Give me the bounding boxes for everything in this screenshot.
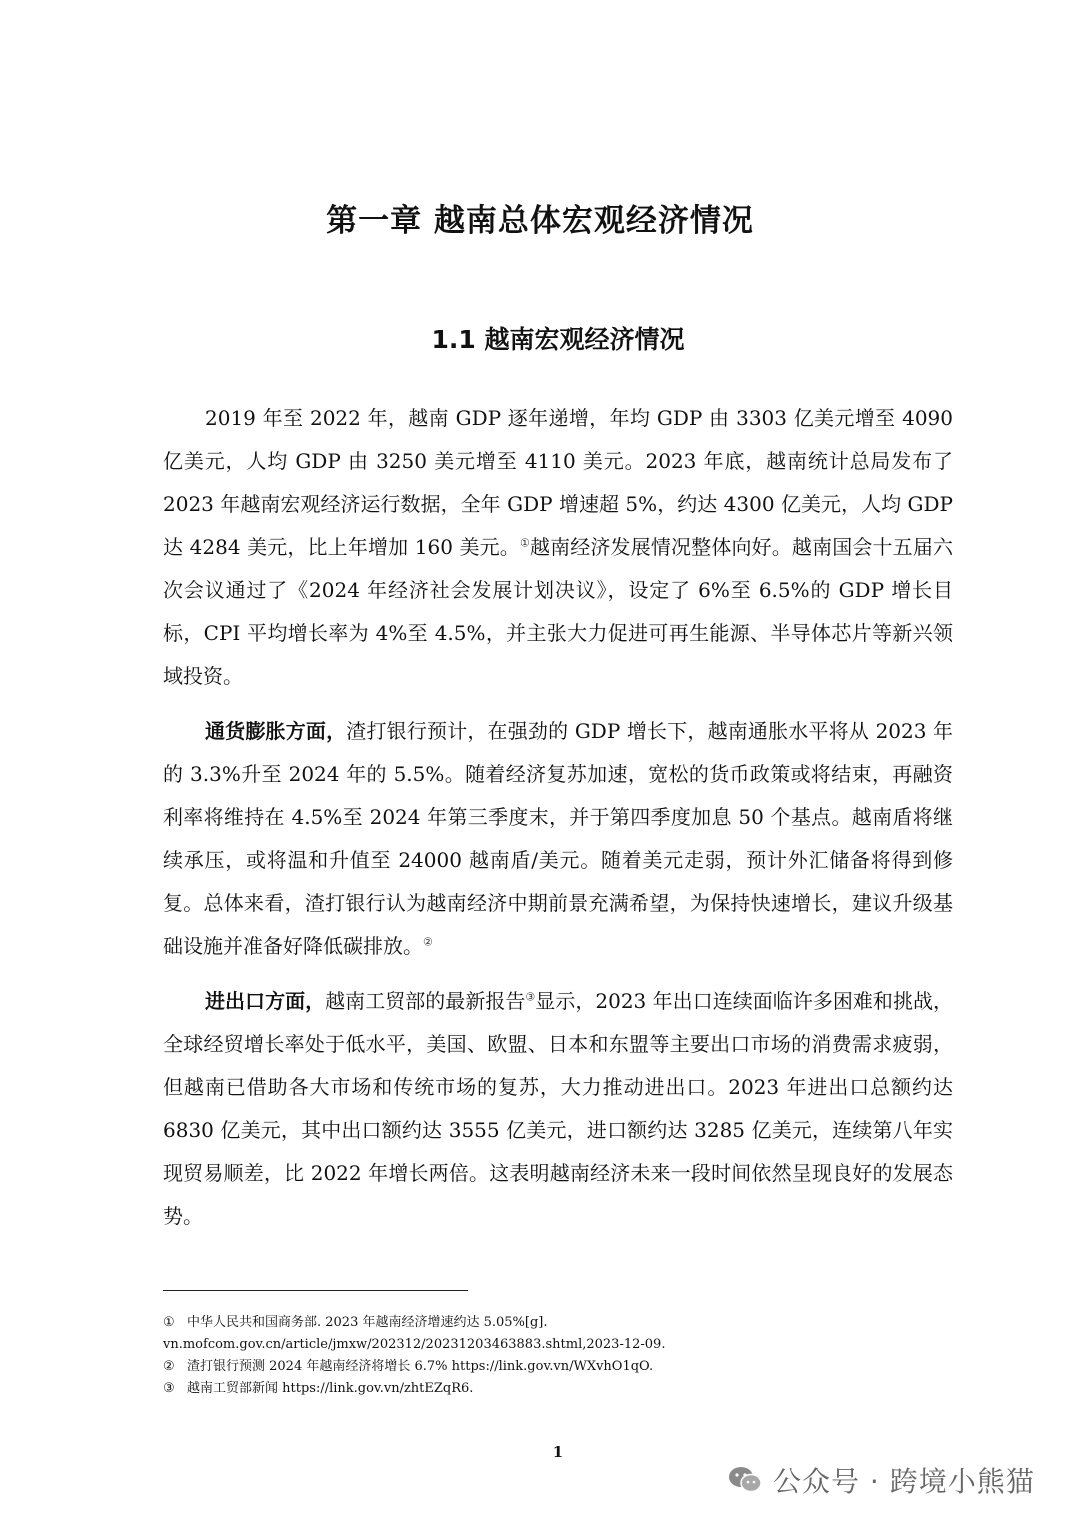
page-number: 1 bbox=[552, 1443, 564, 1461]
footnote-ref-3[interactable]: ③ bbox=[525, 990, 536, 1004]
paragraph-text: 2019 年至 2022 年，越南 GDP 逐年递增，年均 GDP 由 3303 亿美元增至 4090 亿美元，人均 GDP 由 3250 美元增至 4110 美元。2023 年底，越南统计总局发布了 2023 年越南宏观经济运行数据，全年 GDP 增速超 5%，约达 4300 亿美元，人均 GDP 达 4284 美元，比上年增加 160 美元。 bbox=[163, 406, 953, 559]
footnotes bbox=[163, 1312, 963, 1400]
footnote-number: ① bbox=[163, 1315, 175, 1330]
footnote-text: 渣打银行预测 2024 年越南经济将增长 6.7% https://link.gov.vn/WXvhO1qO. bbox=[187, 1359, 654, 1374]
paragraph-trade bbox=[163, 980, 953, 1238]
footnote-ref-2[interactable]: ② bbox=[423, 935, 433, 949]
paragraph-lead: 进出口方面， bbox=[205, 989, 326, 1013]
paragraph-text: 渣打银行预计，在强劲的 GDP 增长下，越南通胀水平将从 2023 年的 3.3%升至 2024 年的 5.5%。随着经济复苏加速，宽松的货币政策或将结束，再融资利率将维持在 4.5%至 2024 年第三季度末，并于第四季度加息 50 个基点。越南盾将继续承压，或将温和升值至 24000 越南盾/美元。随着美元走弱，预计外汇储备将得到修复。总体来看，渣打银行认为越南经济中期前景充满希望，为保持快速增长，建议升级基础设施并准备好降低碳排放。 bbox=[163, 719, 954, 958]
body-text bbox=[163, 397, 953, 1250]
paragraph-inflation bbox=[163, 710, 953, 968]
chapter-title: 第一章 越南总体宏观经济情况 bbox=[326, 203, 754, 239]
footnote-number: ③ bbox=[163, 1381, 175, 1396]
footnote-item bbox=[163, 1312, 963, 1334]
footnote-text: 中华人民共和国商务部. 2023 年越南经济增速约达 5.05%[g]. bbox=[187, 1315, 548, 1330]
paragraph-text: 越南工贸部的最新报告 bbox=[325, 989, 526, 1013]
footnote-item bbox=[163, 1378, 963, 1400]
watermark bbox=[727, 1455, 1035, 1505]
footnote-text[interactable]: vn.mofcom.gov.cn/article/jmxw/202312/20231203463883.shtml,2023-12-09. bbox=[163, 1337, 666, 1352]
wechat-icon bbox=[727, 1465, 763, 1495]
paragraph-lead: 通货膨胀方面， bbox=[205, 719, 347, 743]
watermark-text: 公众号 · 跨境小熊猫 bbox=[773, 1465, 1035, 1498]
section-title: 1.1 越南宏观经济情况 bbox=[431, 325, 685, 354]
footnote-ref-1[interactable]: ① bbox=[519, 536, 530, 550]
paragraph-text: 显示，2023 年出口连续面临许多困难和挑战，全球经贸增长率处于低水平，美国、欧盟、日本和东盟等主要出口市场的消费需求疲弱，但越南已借助各大市场和传统市场的复苏，大力推动进出口。2023 年进出口总额约达 6830 亿美元，其中出口额约达 3555 亿美元，进口额约达 3285 亿美元，连续第八年实现贸易顺差，比 2022 年增长两倍。这表明越南经济未来一段时间依然呈现良好的发展态势。 bbox=[163, 989, 953, 1228]
footnote-item bbox=[163, 1334, 963, 1356]
paragraph-gdp bbox=[163, 397, 953, 698]
footnote-divider bbox=[163, 1290, 468, 1291]
footnote-item bbox=[163, 1356, 963, 1378]
footnote-text: 越南工贸部新闻 https://link.gov.vn/zhtEZqR6. bbox=[187, 1381, 474, 1396]
paragraph-text: 越南经济发展情况整体向好。越南国会十五届六次会议通过了《2024 年经济社会发展计划决议》，设定了 6%至 6.5%的 GDP 增长目标，CPI 平均增长率为 4%至 4.5%，并主张大力促进可再生能源、半导体芯片等新兴领域投资。 bbox=[163, 535, 953, 688]
footnote-number: ② bbox=[163, 1359, 175, 1374]
